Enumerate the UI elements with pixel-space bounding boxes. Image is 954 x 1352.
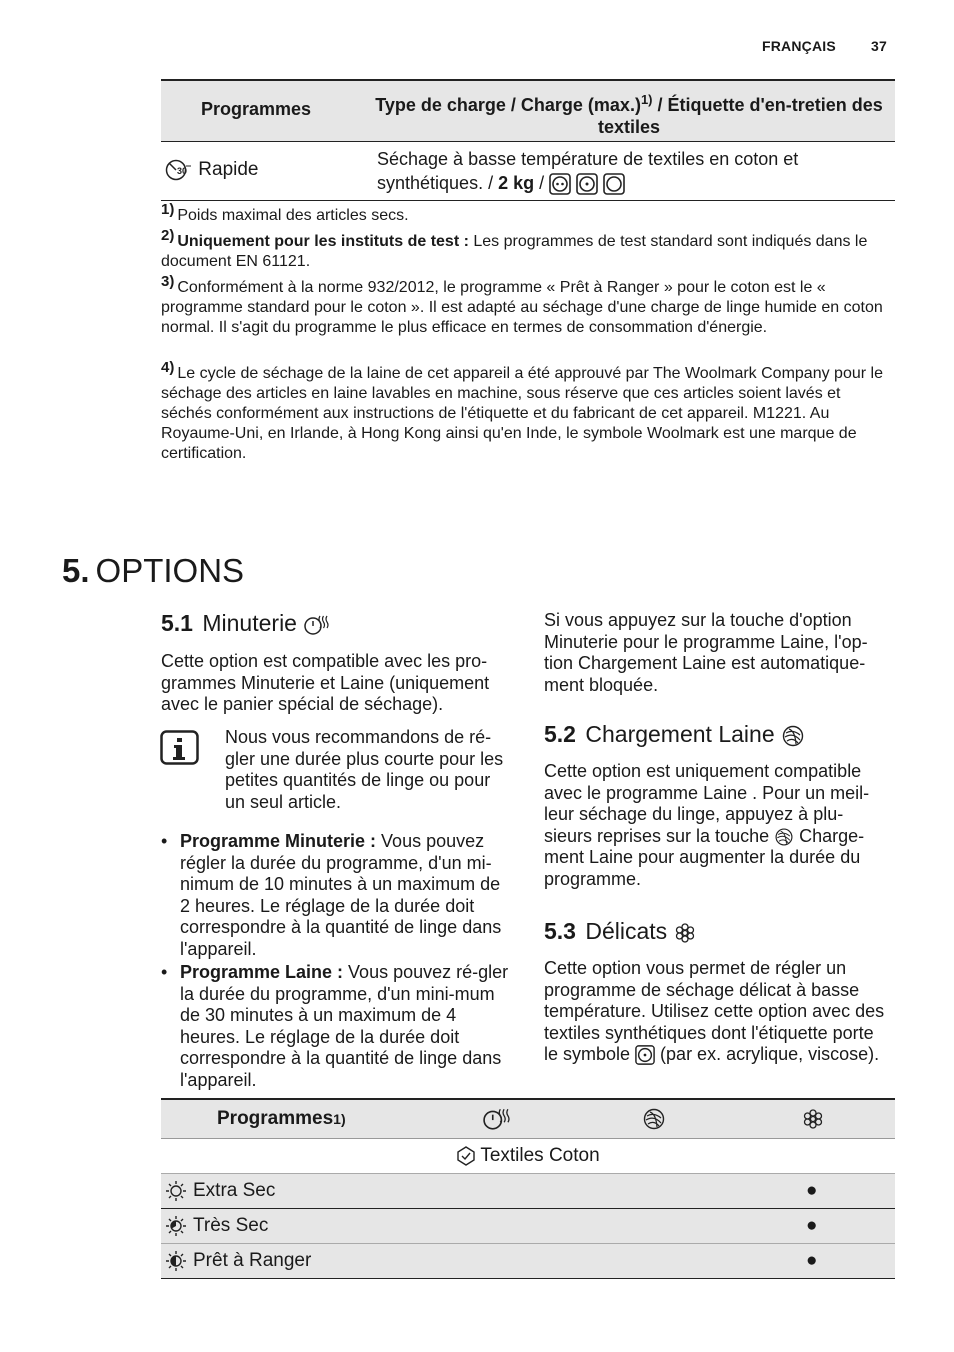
- section-number: 5.: [62, 552, 90, 589]
- row-label: [165, 1174, 275, 1208]
- group-label: Textiles Coton: [480, 1145, 600, 1166]
- load-max: 2 kg: [498, 173, 535, 193]
- footnote-text: Poids maximal des articles secs.: [177, 207, 409, 224]
- row-label: [165, 1209, 268, 1243]
- info-icon: [160, 730, 200, 766]
- table-group-row: [161, 1139, 895, 1174]
- header-label: Programmes: [217, 1108, 334, 1129]
- wool-paragraph: [544, 761, 889, 890]
- wool-text-b: Charge-ment Laine pour augmenter la durée du programme.: [544, 825, 865, 889]
- table-header: [161, 79, 895, 142]
- footnote-mark: 1): [161, 200, 175, 218]
- header-load-rest: / Étiquette d'en-tretien des textiles: [597, 95, 883, 137]
- bullet-bold: Programme Minuterie :: [180, 831, 377, 851]
- footnote-mark: 4): [161, 358, 175, 376]
- load-cell: [377, 147, 887, 195]
- footnote-mark: 3): [161, 272, 175, 290]
- table-row: [161, 1209, 895, 1244]
- footnote-text: Les programmes de test standard sont indiqués dans le document EN 61121.: [161, 233, 868, 270]
- page-language: FRANÇAIS: [762, 38, 836, 54]
- minuterie-lock-note: Si vous appuyez sur la touche d'option Minuterie pour le programme Laine, l'op-tion Chargement Laine est automatique-ment bloquée.: [544, 610, 868, 695]
- footnote-2: [161, 226, 895, 272]
- minuterie-bullets: [161, 831, 513, 1093]
- section-title: [62, 552, 244, 590]
- table-row: [161, 142, 895, 201]
- subsection-name: Minuterie: [202, 610, 297, 636]
- minuterie-paragraph: Cette option est compatible avec les pro-grammes Minuterie et Laine (uniquement avec le panier spécial de séchage).: [161, 651, 490, 714]
- timer-30-icon: [165, 158, 193, 182]
- subsection-number: 5.2: [544, 721, 576, 747]
- subsection-name: Chargement Laine: [585, 721, 775, 747]
- delicate-text-b: (par ex. acrylique, viscose).: [655, 1044, 880, 1064]
- svg-text:30: 30: [177, 166, 188, 176]
- row-label: [165, 1244, 311, 1278]
- table-header: [161, 1098, 895, 1139]
- delicate-flower-icon: [802, 1100, 824, 1138]
- wool-ball-icon: [642, 1100, 666, 1138]
- load-desc: Séchage à basse température de textiles en coton et synthétiques. /: [377, 149, 799, 193]
- list-item: • Programme Laine : Vous pouvez ré-gler la durée du programme, d'un mini-mum de 30 minutes à un maximum de 4 heures. Le réglage de la durée doit correspondre à la quantité de linge dans l'appareil.: [161, 962, 509, 1090]
- delicate-paragraph: [544, 958, 889, 1066]
- info-note: Nous vous recommandons de ré-gler une durée plus courte pour les petites quantités de linge ou pour un seul article.: [225, 727, 504, 812]
- page-number: 37: [871, 38, 887, 54]
- subsection-name: Délicats: [585, 918, 668, 944]
- header-programmes: Programmes: [201, 99, 312, 119]
- tumble-dry-low-icon: [549, 173, 571, 195]
- header-load-type: [369, 89, 889, 138]
- cupboard-dry-icon: [165, 1250, 187, 1272]
- bullet-text: Vous pouvez régler la durée du programme, d'un mi-nimum de 10 minutes à un maximum de 2 heures. Le réglage de la durée doit correspondre à la quantité de linge dans l'appareil.: [180, 831, 502, 959]
- program-name: Rapide: [198, 159, 259, 181]
- subsection-5-3-title: [544, 918, 696, 945]
- footnote-text: Le cycle de séchage de la laine de cet appareil a été approuvé par The Woolmark Company pour le séchage des articles en laine lavables en machine, sous réserve que ces articles soient lavés et séchés conformément aux instructions de l'étiquette et du fabricant de cet appareil. M1221. Au Royaume-Uni, en Irlande, à Hong Kong ainsi qu'en Inde, le symbole Woolmark est une marque de certification.: [161, 365, 883, 462]
- timer-heat-icon: [303, 613, 329, 637]
- table-row: [161, 1244, 895, 1279]
- footnote-1: [161, 200, 895, 226]
- cotton-icon: [456, 1145, 476, 1167]
- footnote-ref: 1): [640, 92, 653, 107]
- header-programmes: [217, 1100, 346, 1138]
- bullet-bold: Programme Laine :: [180, 962, 344, 982]
- extra-dry-icon: [165, 1180, 187, 1202]
- section-name: OPTIONS: [95, 552, 245, 589]
- row-text: Très Sec: [193, 1215, 269, 1236]
- row-mark: ●: [806, 1180, 818, 1201]
- table-row: [161, 1174, 895, 1209]
- header-load-main: Type de charge / Charge (max.): [375, 95, 641, 115]
- bullet-text: Vous pouvez ré-gler la durée du programme, d'un mini-mum de 30 minutes à un maximum de 4 heures. Le réglage de la durée doit correspondre à la quantité de linge dans l'appareil.: [180, 962, 509, 1090]
- footnote-mark: 2): [161, 226, 175, 244]
- separator: /: [534, 173, 550, 193]
- footnote-4: [161, 358, 895, 464]
- delicate-flower-icon: [674, 922, 696, 944]
- wool-ball-icon: [774, 827, 794, 847]
- footnote-bold: Uniquement pour les instituts de test :: [177, 233, 469, 250]
- delicate-text-a: Cette option vous permet de régler un programme de séchage délicat à basse température. Utilisez cette option avec des textiles synthétiques dont l'étiquette porte le symbole: [544, 958, 885, 1064]
- wool-ball-icon: [781, 724, 805, 748]
- wool-text-a: Cette option est uniquement compatible avec le programme Laine . Pour un meil-leur séchage du linge, appuyez à plu-sieurs reprises sur la touche: [544, 761, 870, 846]
- program-load-table: [161, 79, 895, 201]
- program-cell: [165, 158, 259, 182]
- row-text: Prêt à Ranger: [193, 1250, 312, 1271]
- row-mark: ●: [806, 1250, 818, 1271]
- footnote-text: Conformément à la norme 932/2012, le programme « Prêt à Ranger » pour le coton est le « programme standard pour le coton ». Il est adapté au séchage d'une charge de linge humide en coton normal. Il s'agit du programme le plus efficace en termes de consommation d'énergie.: [161, 279, 883, 336]
- tumble-dry-normal-icon: [576, 173, 598, 195]
- footnote-3: [161, 272, 895, 338]
- subsection-5-1-title: [161, 610, 329, 637]
- tumble-dry-normal-icon: [635, 1045, 655, 1065]
- subsection-number: 5.3: [544, 918, 576, 944]
- row-mark: ●: [806, 1215, 818, 1236]
- footnote-ref: 1): [333, 1111, 346, 1127]
- list-item: • Programme Minuterie : Vous pouvez régler la durée du programme, d'un mi-nimum de 10 minutes à un maximum de 2 heures. Le réglage de la durée doit correspondre à la quantité de linge dans l'appareil.: [161, 831, 502, 959]
- group-cell: [161, 1139, 895, 1173]
- timer-heat-icon: [481, 1100, 511, 1138]
- subsection-5-2-title: [544, 721, 805, 748]
- row-text: Extra Sec: [193, 1180, 276, 1201]
- very-dry-icon: [165, 1215, 187, 1237]
- options-table: [161, 1098, 895, 1279]
- subsection-number: 5.1: [161, 610, 193, 636]
- tumble-dry-icon: [603, 173, 625, 195]
